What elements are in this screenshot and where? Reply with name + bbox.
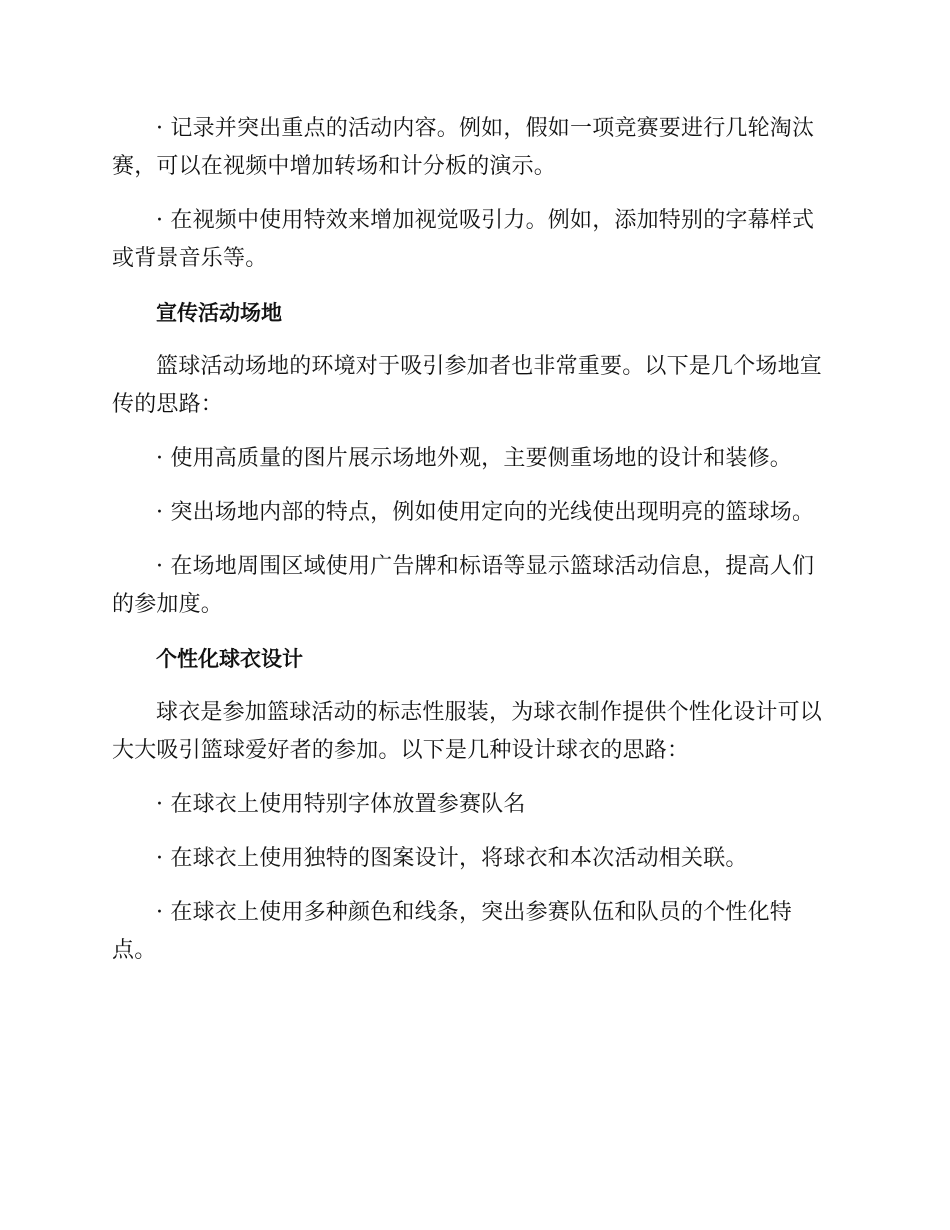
bullet-paragraph: · 突出场地内部的特点，例如使用定向的光线使出现明亮的篮球场。 — [156, 500, 815, 525]
bullet-paragraph: · 在视频中使用特效来增加视觉吸引力。例如，添加特别的字幕样式或背景音乐等。 — [112, 208, 815, 271]
bullet-paragraph: · 在球衣上使用多种颜色和线条，突出参赛队伍和队员的个性化特点。 — [112, 900, 792, 963]
bullet-paragraph: · 在球衣上使用独特的图案设计，将球衣和本次活动相关联。 — [156, 846, 748, 871]
bullet-paragraph: · 记录并突出重点的活动内容。例如，假如一项竞赛要进行几轮淘汰赛，可以在视频中增加转场和计分板的演示。 — [112, 116, 815, 179]
document-page — [112, 110, 834, 986]
bullet-paragraph: · 在球衣上使用特别字体放置参赛队名 — [156, 792, 526, 817]
section-heading: 宣传活动场地 — [156, 301, 282, 325]
body-paragraph: 篮球活动场地的环境对于吸引参加者也非常重要。以下是几个场地宣传的思路： — [112, 354, 823, 417]
body-paragraph: 球衣是参加篮球活动的标志性服装，为球衣制作提供个性化设计可以大大吸引篮球爱好者的参加。以下是几种设计球衣的思路： — [112, 700, 823, 763]
bullet-paragraph: · 在场地周围区域使用广告牌和标语等显示篮球活动信息，提高人们的参加度。 — [112, 554, 815, 617]
section-heading: 个性化球衣设计 — [156, 647, 303, 671]
bullet-paragraph: · 使用高质量的图片展示场地外观，主要侧重场地的设计和装修。 — [156, 446, 792, 471]
